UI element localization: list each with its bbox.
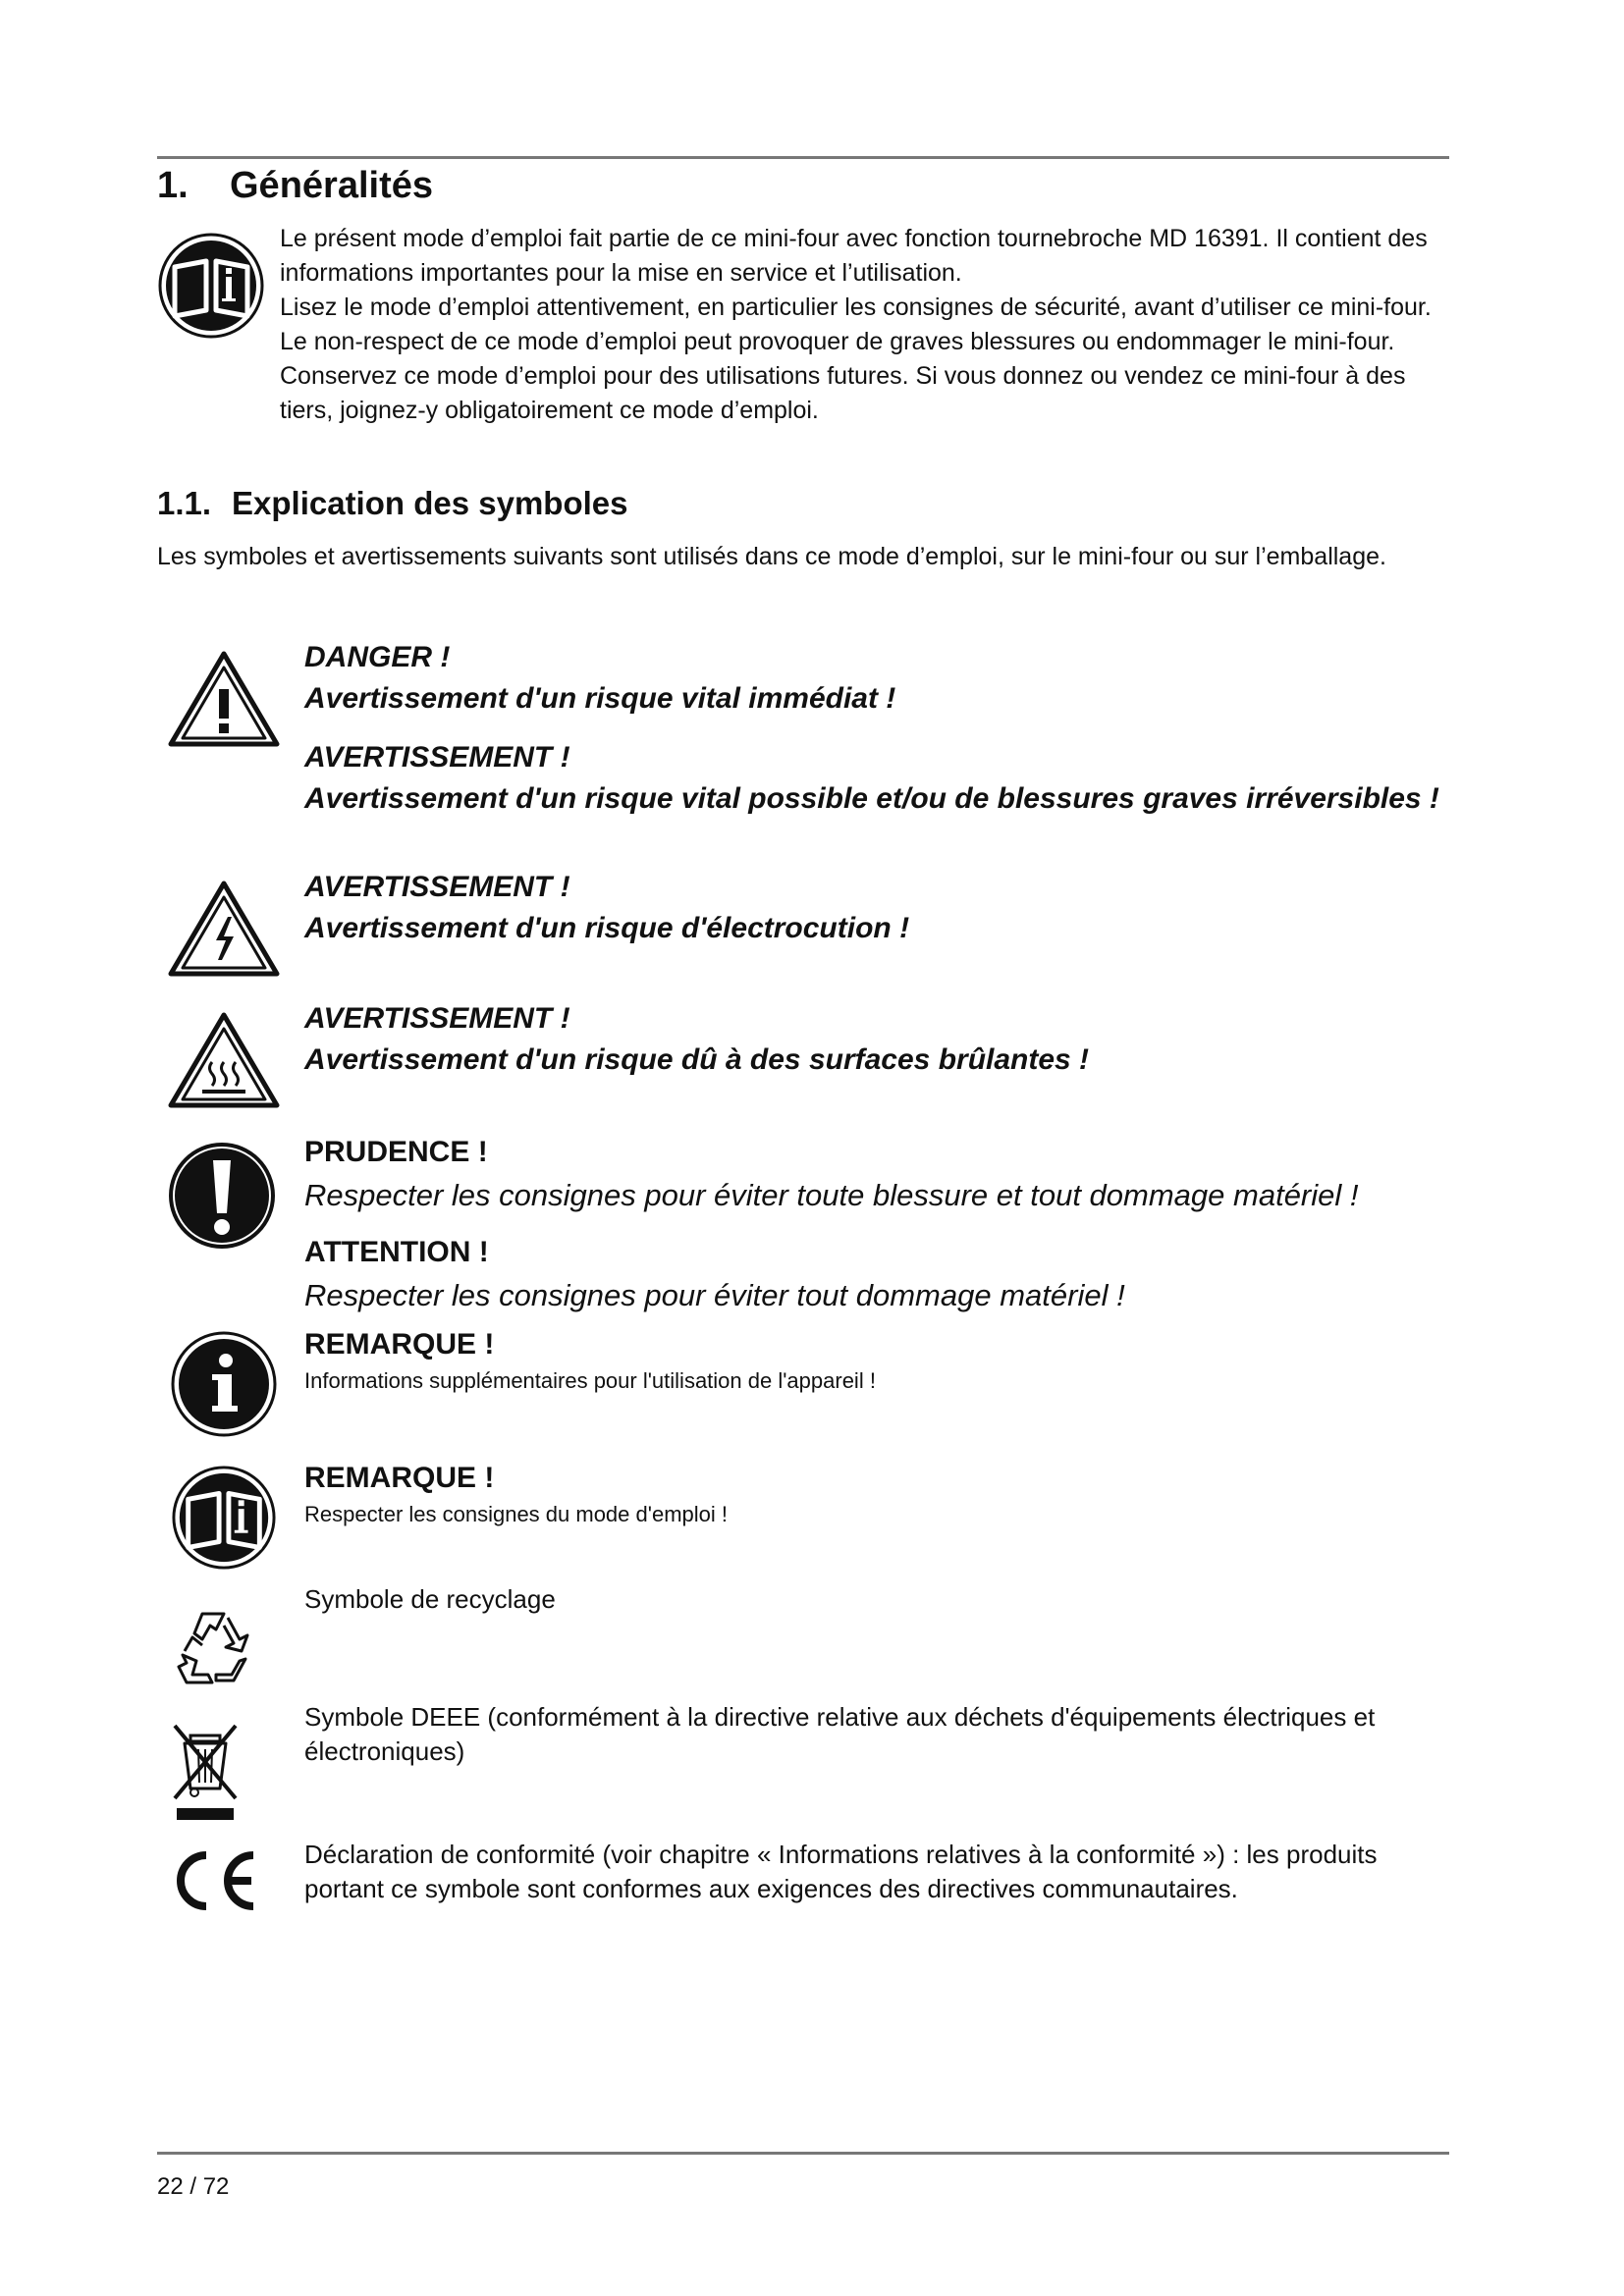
note-signal: REMARQUE ! bbox=[304, 1328, 495, 1361]
info-circle-icon bbox=[171, 1331, 277, 1437]
recycling-text: Symbole de recyclage bbox=[304, 1584, 556, 1614]
section-heading: 1. Généralités bbox=[157, 165, 433, 206]
subsection-lead: Les symboles et avertissements suivants sont utilisés dans ce mode d’emploi, sur le mini-four ou sur l’emballage. bbox=[157, 543, 1386, 570]
warning-general-block bbox=[304, 736, 1453, 819]
ce-text: Déclaration de conformité (voir chapitre « Informations relatives à la conformité ») : les produits portant ce symbole sont conformes aux exigences des directives communautaires. bbox=[304, 1840, 1378, 1903]
intro-text bbox=[280, 222, 1453, 428]
bottom-rule bbox=[157, 2152, 1449, 2155]
intro-paragraph: Lisez le mode d’emploi attentivement, en particulier les consignes de sécurité, avant d’utiliser ce mini-four. Le non-respect de ce mode d’emploi peut provoquer de graves blessures ou endommager le mini-four. bbox=[280, 294, 1432, 355]
attention-block bbox=[304, 1231, 1453, 1317]
warning-triangle-icon bbox=[167, 650, 281, 748]
danger-block bbox=[304, 636, 1453, 719]
exclamation-circle-icon bbox=[167, 1141, 277, 1251]
caution-block bbox=[304, 1131, 1453, 1217]
manual-info-icon bbox=[157, 232, 265, 340]
warning-hot-block bbox=[304, 997, 1453, 1080]
ce-mark-icon bbox=[165, 1845, 263, 1916]
weee-bin-icon bbox=[171, 1720, 240, 1822]
danger-signal: DANGER ! bbox=[304, 641, 451, 673]
attention-signal: ATTENTION ! bbox=[304, 1236, 489, 1268]
warning-signal: AVERTISSEMENT ! bbox=[304, 871, 570, 903]
page-number: 22 / 72 bbox=[157, 2173, 230, 2200]
note-manual-block bbox=[304, 1457, 1453, 1529]
danger-message: Avertissement d'un risque vital immédiat ! bbox=[304, 682, 896, 715]
note-message: Respecter les consignes du mode d'emploi ! bbox=[304, 1502, 728, 1526]
manual-info-icon bbox=[171, 1465, 277, 1571]
note-signal: REMARQUE ! bbox=[304, 1462, 495, 1494]
warning-signal: AVERTISSEMENT ! bbox=[304, 1002, 570, 1035]
subsection-heading: 1.1. Explication des symboles bbox=[157, 485, 628, 521]
top-rule bbox=[157, 156, 1449, 159]
warning-message: Avertissement d'un risque d'électrocution ! bbox=[304, 912, 910, 944]
warning-electric-block bbox=[304, 866, 1453, 948]
warning-signal: AVERTISSEMENT ! bbox=[304, 741, 570, 774]
warning-message: Avertissement d'un risque vital possible et/ou de blessures graves irréversibles ! bbox=[304, 782, 1439, 815]
warning-message: Avertissement d'un risque dû à des surfaces brûlantes ! bbox=[304, 1043, 1090, 1076]
note-info-block bbox=[304, 1323, 1453, 1396]
note-message: Informations supplémentaires pour l'utilisation de l'appareil ! bbox=[304, 1368, 876, 1393]
recycling-icon bbox=[173, 1606, 261, 1688]
caution-signal: PRUDENCE ! bbox=[304, 1136, 488, 1168]
intro-paragraph: Le présent mode d’emploi fait partie de ce mini-four avec fonction tournebroche MD 16391. Il contient des informations importantes pour la mise en service et l’utilisation. bbox=[280, 225, 1428, 287]
caution-message: Respecter les consignes pour éviter toute blessure et tout dommage matériel ! bbox=[304, 1178, 1359, 1212]
hot-surface-warning-icon bbox=[167, 1011, 281, 1109]
attention-message: Respecter les consignes pour éviter tout dommage matériel ! bbox=[304, 1278, 1125, 1312]
electric-shock-warning-icon bbox=[167, 880, 281, 978]
weee-text: Symbole DEEE (conformément à la directive relative aux déchets d'équipements électriques et électroniques) bbox=[304, 1702, 1376, 1766]
intro-paragraph: Conservez ce mode d’emploi pour des utilisations futures. Si vous donnez ou vendez ce mini-four à des tiers, joignez-y obligatoirement ce mode d’emploi. bbox=[280, 362, 1406, 424]
